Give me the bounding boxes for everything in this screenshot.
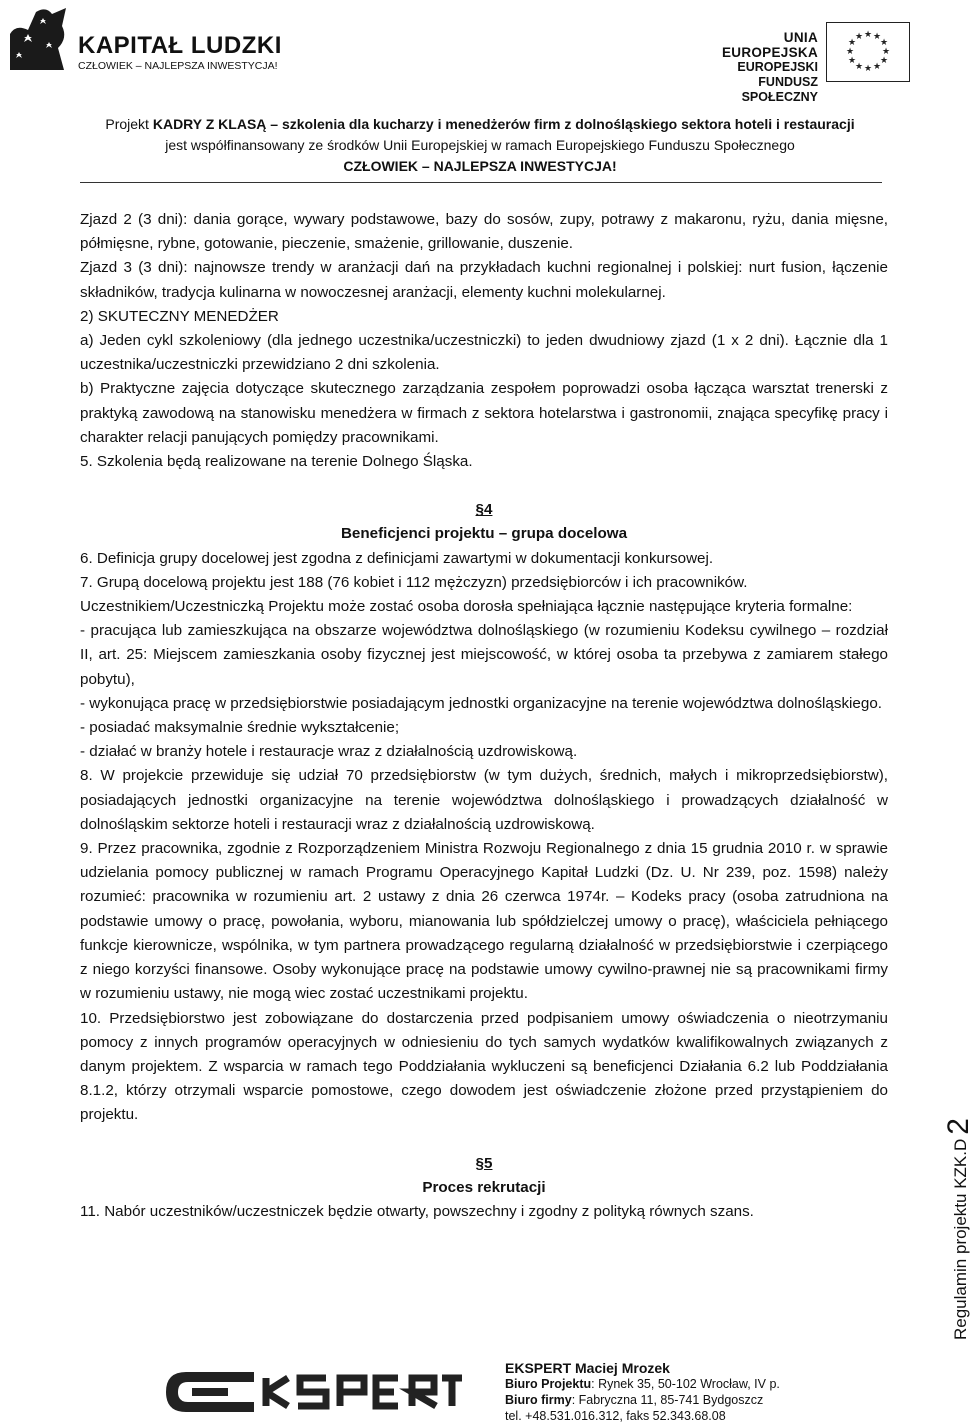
page-number: 2 (942, 1118, 975, 1135)
ekspert-logo-icon (162, 1366, 462, 1418)
office-project-value: : Rynek 35, 50-102 Wrocław, IV p. (591, 1377, 780, 1391)
project-name: KADRY Z KLASĄ – szkolenia dla kucharzy i menedżerów firm z dolnośląskiego sektora hoteli i restauracji (152, 116, 855, 132)
paragraph-point-6: 6. Definicja grupy docelowej jest zgodna z definicjami zawartymi w dokumentacji konkursowej. (80, 549, 714, 567)
section-5-title: Proces rekrutacji (422, 1178, 546, 1196)
paragraph-zjazd-3: Zjazd 3 (3 dni): najnowsze trendy w aranżacji dań na przykładach kuchni regionalnej i polskiej: nurt fusion, łączenie składników, tradycja kulinarna w nowoczesnej aranżacji, elementy kuchni molekularnej. (80, 259, 888, 301)
eu-line-3: FUNDUSZ SPOŁECZNY (741, 75, 818, 104)
paragraph-point-9: 9. Przez pracownika, zgodnie z Rozporządzeniem Ministra Rozwoju Regionalnego z dnia 15 grudnia 2010 r. w sprawie udzielania pomocy publicznej w ramach Programu Operacyjnego Kapitał Ludzki (Dz. U. Nr 239, poz. 1598) należy rozumieć: pracownika w rozumieniu art. 2 ustawy z dnia 26 czerwca 1974r. – Kodeks pracy (osoba zatrudniona na podstawie umowy o pracę, powołania, wyboru, mianowania lub spółdzielczej umowy o pracę), właściciela pełniącego funkcje kierownicze, wspólnika, w tym partnera prowadzącego regularną działalność w przedsiębiorstwie i czerpiącego z niego korzyści finansowe. Osoby wykonujące pracę na podstawie umowy cywilno-prawnej nie są pracownikami firmy w rozumieniu ustawy, nie mogą wiec zostać uczestnikami projektu. (80, 840, 888, 1003)
company-name: EKSPERT Maciej Mrozek (505, 1360, 670, 1376)
eu-line-1: UNIA EUROPEJSKA (721, 30, 818, 60)
office-company-address (505, 1392, 780, 1408)
spacer (80, 474, 888, 498)
project-line-1 (0, 114, 960, 135)
project-info (0, 114, 960, 177)
paragraph-kryteria: Uczestnikiem/Uczestniczką Projektu może zostać osoba dorosła spełniająca łącznie następujące kryteria formalne: (80, 598, 853, 616)
eu-logo (700, 22, 950, 104)
paragraph-kryterium-2: - wykonująca pracę w przedsiębiorstwie posiadającym jednostki organizacyjne na terenie województwa dolnośląskiego. (80, 694, 882, 712)
project-line-3: CZŁOWIEK – NAJLEPSZA INWESTYCJA! (343, 158, 617, 174)
section-4-number: §4 (475, 501, 493, 519)
project-prefix: Projekt (105, 116, 153, 132)
page-header (0, 0, 960, 190)
office-project-address (505, 1376, 780, 1392)
svg-text:★: ★ (854, 62, 864, 72)
svg-text:★: ★ (872, 62, 882, 72)
svg-text:★: ★ (847, 38, 857, 48)
svg-text:★: ★ (863, 64, 873, 74)
paragraph-kryterium-1: - pracująca lub zamieszkująca na obszarze województwa dolnośląskiego (w rozumieniu Kodeksu cywilnego – rozdział II, art. 25: Miejscem zamieszkania osoby fizycznej jest miejscowość, w której osoba ta przebywa z zamiarem stałego pobytu), (80, 622, 888, 688)
kapital-ludzki-subtitle: CZŁOWIEK – NAJLEPSZA INWESTYCJA! (78, 60, 278, 72)
spacer (80, 1128, 888, 1152)
svg-text:★: ★ (845, 47, 855, 57)
paragraph-zjazd-2: Zjazd 2 (3 dni): dania gorące, wywary podstawowe, bazy do sosów, zupy, potrawy z makaronu, ryżu, dania mięsne, półmięsne, rybne, gotowanie, pieczenie, smażenie, grillowanie, duszenie. (80, 211, 888, 253)
paragraph-cykl-a: a) Jeden cykl szkoleniowy (dla jednego uczestnika/uczestniczki) to jeden dwudniowy zjazd (1 x 2 dni). Łącznie dla 1 uczestnika/uczestniczki przewidziano 2 dni szkolenia. (80, 332, 888, 374)
paragraph-kryterium-4: - działać w branży hotele i restauracje wraz z działalnością uzdrowiskową. (80, 743, 578, 761)
paragraph-point-7: 7. Grupą docelową projektu jest 188 (76 kobiet i 112 mężczyzn) przedsiębiorców i ich pracowników. (80, 573, 748, 591)
eu-flag-icon (826, 22, 910, 82)
paragraph-point-5: 5. Szkolenia będą realizowane na terenie Dolnego Śląska. (80, 453, 473, 471)
office-project-label: Biuro Projektu (505, 1377, 592, 1391)
section-4-title: Beneficjenci projektu – grupa docelowa (340, 525, 628, 543)
paragraph-point-11: 11. Nabór uczestników/uczestniczek będzie otwarty, powszechny i zgodny z polityką równych szans. (80, 1202, 754, 1220)
svg-text:★: ★ (847, 56, 857, 66)
kapital-ludzki-title: KAPITAŁ LUDZKI (78, 32, 282, 59)
paragraph-skuteczny-menedzer: 2) SKUTECZNY MENEDŻER (80, 307, 279, 325)
page-footer (0, 1352, 960, 1428)
document-body (80, 208, 888, 1224)
side-label (942, 1118, 976, 1340)
paragraph-kryterium-3: - posiadać maksymalnie średnie wykształcenie; (80, 719, 400, 737)
section-5-number: §5 (475, 1154, 493, 1172)
company-info (505, 1360, 780, 1424)
office-company-label: Biuro firmy (505, 1393, 572, 1407)
svg-text:★: ★ (881, 47, 891, 57)
kapital-ludzki-logo (6, 4, 282, 76)
side-label-text: Regulamin projektu KZK.D (951, 1138, 970, 1340)
kapital-ludzki-emblem-icon (6, 4, 70, 74)
paragraph-point-10: 10. Przedsiębiorstwo jest zobowiązane do dostarczenia przed podpisaniem umowy oświadczenia o nieotrzymaniu pomocy z innych programów operacyjnych w odniesieniu do tych samych wydatków kwalifikowalnych związanych z danym projektem. Z wsparcia w ramach tego Poddziałania wykluczeni są beneficjenci Działania 6.2 lub Poddziałania 8.1.2, którzy otrzymali wsparcie pomostowe, czego dowodem jest oświadczenie złożone przed przystąpieniem do projektu. (80, 1009, 888, 1124)
paragraph-point-8: 8. W projekcie przewiduje się udział 70 przedsiębiorstw (w tym dużych, średnich, małych i mikroprzedsiębiorstw), posiadających jednostki organizacyjne na terenie województwa dolnośląskiego i prowadzących działalność w dolnośląskim sektorze hoteli i restauracji wraz z działalnością uzdrowiskową. (80, 767, 888, 833)
svg-text:★: ★ (863, 30, 873, 40)
project-line-2: jest współfinansowany ze środków Unii Europejskiej w ramach Europejskiego Funduszu Społecznego (165, 137, 795, 153)
eu-text (700, 30, 818, 105)
svg-text:★: ★ (879, 38, 889, 48)
eu-line-2: EUROPEJSKI (737, 60, 818, 74)
header-divider (80, 182, 882, 183)
svg-text:★: ★ (872, 32, 882, 42)
paragraph-zajecia-b: b) Praktyczne zajęcia dotyczące skutecznego zarządzania zespołem poprowadzi osoba łącząca warsztat trenerski z praktyką zawodową na stanowisku menedżera w firmach z sektora hotelarstwa i gastronomii, znająca specyfikę pracy i charakter relacji panujących pomiędzy pracownikami. (80, 380, 888, 446)
company-phone: tel. +48.531.016.312, faks 52.343.68.08 (505, 1409, 726, 1423)
svg-text:★: ★ (854, 32, 864, 42)
office-company-value: : Fabryczna 11, 85-741 Bydgoszcz (571, 1393, 764, 1407)
svg-text:★: ★ (879, 56, 889, 66)
